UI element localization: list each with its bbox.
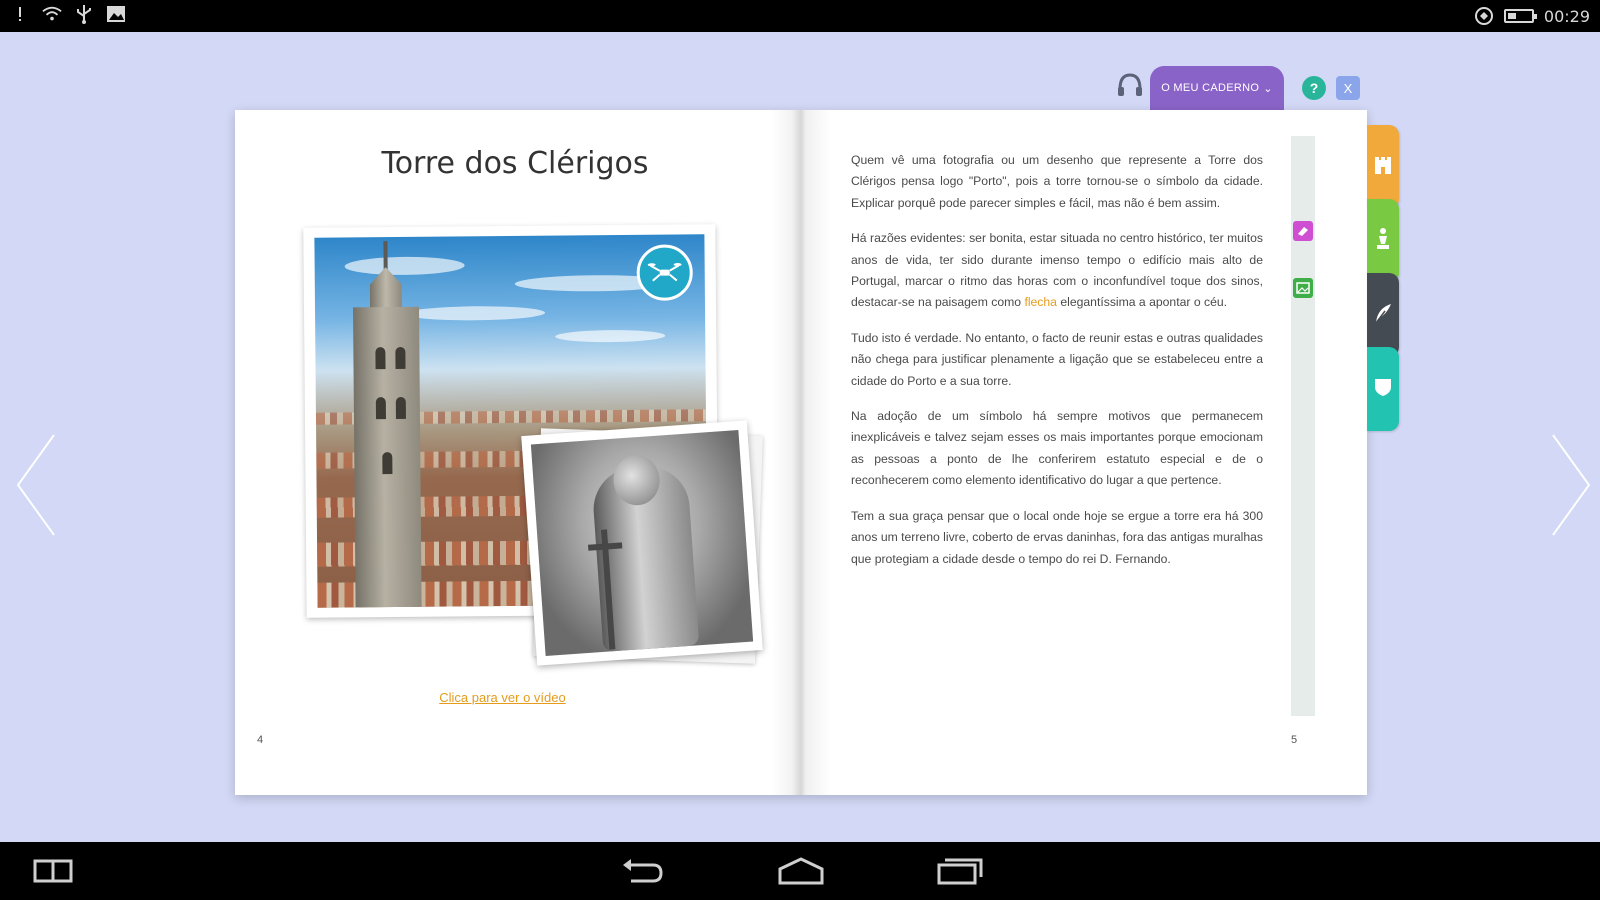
notification-icon	[10, 4, 30, 24]
my-notebook-label: O MEU CADERNO	[1161, 82, 1260, 94]
next-page-arrow[interactable]	[1545, 430, 1595, 540]
paragraph: Quem vê uma fotografia ou um desenho que represente a Torre dos Clérigos pensa logo "Porto", pois a torre tornou-se o símbolo da cidade. Explicar porquê pode parecer simples e fácil, mas não é bem assim.	[851, 153, 1263, 210]
previous-page-arrow[interactable]	[12, 430, 62, 540]
home-icon[interactable]	[776, 854, 826, 888]
body-text	[851, 150, 1263, 584]
status-bar	[0, 0, 1600, 32]
navigation-bar	[0, 842, 1600, 900]
left-page	[235, 110, 801, 795]
paragraph: Na adoção de um símbolo há sempre motivos que permanecem inexplicáveis e talvez sejam esses os mais importantes porque emocionam as pessoas a ponto de lhe conferirem estatuto especial e de o reconhecerem como elemento identificativo do lugar a que pertence.	[851, 409, 1263, 488]
statue-photo[interactable]	[521, 420, 762, 665]
statue-image	[531, 430, 753, 656]
paragraph: Há razões evidentes: ser bonita, estar situada no centro histórico, ter muitos anos de vida, ter sido durante imenso tempo o edifício mais alto de Portugal, marcar o ritmo das horas com o inconfundível toque dos sinos, destacar-se na paisagem como flecha elegantíssima a apontar o céu.	[851, 231, 1263, 310]
book-spread	[235, 110, 1367, 795]
chevron-down-icon: ⌄	[1263, 82, 1273, 95]
castle-tab[interactable]	[1367, 125, 1399, 209]
page-number-right: 5	[1291, 734, 1298, 746]
margin-strip	[1291, 136, 1315, 716]
side-tabs	[1367, 125, 1399, 421]
right-page	[801, 110, 1367, 795]
page-number-left: 4	[257, 734, 264, 746]
chess-piece-tab[interactable]	[1367, 199, 1399, 283]
drone-icon[interactable]	[636, 244, 692, 300]
battery-icon	[1504, 9, 1534, 23]
page-title: Torre dos Clérigos	[381, 146, 649, 181]
paragraph: Tudo isto é verdade. No entanto, o facto de reunir estas e outras qualidades não chega para justificar plenamente a ligação que se estabeleceu entre a cidade do Porto e a sua torre.	[851, 330, 1263, 388]
feather-tab[interactable]	[1367, 273, 1399, 357]
castle-icon	[1374, 155, 1392, 180]
eraser-tool-icon[interactable]	[1293, 221, 1313, 241]
image-icon	[106, 4, 126, 24]
help-button[interactable]: ?	[1302, 76, 1326, 100]
recent-apps-icon[interactable]	[935, 854, 985, 888]
usb-icon	[74, 4, 94, 24]
my-notebook-button[interactable]	[1150, 66, 1284, 110]
shield-tab[interactable]	[1367, 347, 1399, 431]
split-screen-icon[interactable]	[28, 854, 78, 888]
clock: 00:29	[1543, 6, 1590, 26]
back-icon[interactable]	[617, 854, 667, 888]
feather-icon	[1373, 302, 1393, 329]
headphones-icon[interactable]	[1115, 70, 1145, 100]
shield-icon	[1374, 377, 1392, 402]
highlighted-word[interactable]: flecha	[1024, 295, 1057, 310]
close-button[interactable]: X	[1336, 76, 1360, 100]
sync-icon	[1474, 6, 1494, 26]
wifi-icon	[42, 4, 62, 24]
chess-piece-icon	[1374, 227, 1392, 256]
image-tool-icon[interactable]	[1293, 278, 1313, 298]
watch-video-link[interactable]: Clica para ver o vídeo	[439, 690, 566, 705]
paragraph: Tem a sua graça pensar que o local onde hoje se ergue a torre era há 300 anos um terreno livre, coberto de ervas daninhas, fora das antigas muralhas que protegiam a cidade desde o tempo do rei D. Fernando.	[851, 508, 1263, 566]
